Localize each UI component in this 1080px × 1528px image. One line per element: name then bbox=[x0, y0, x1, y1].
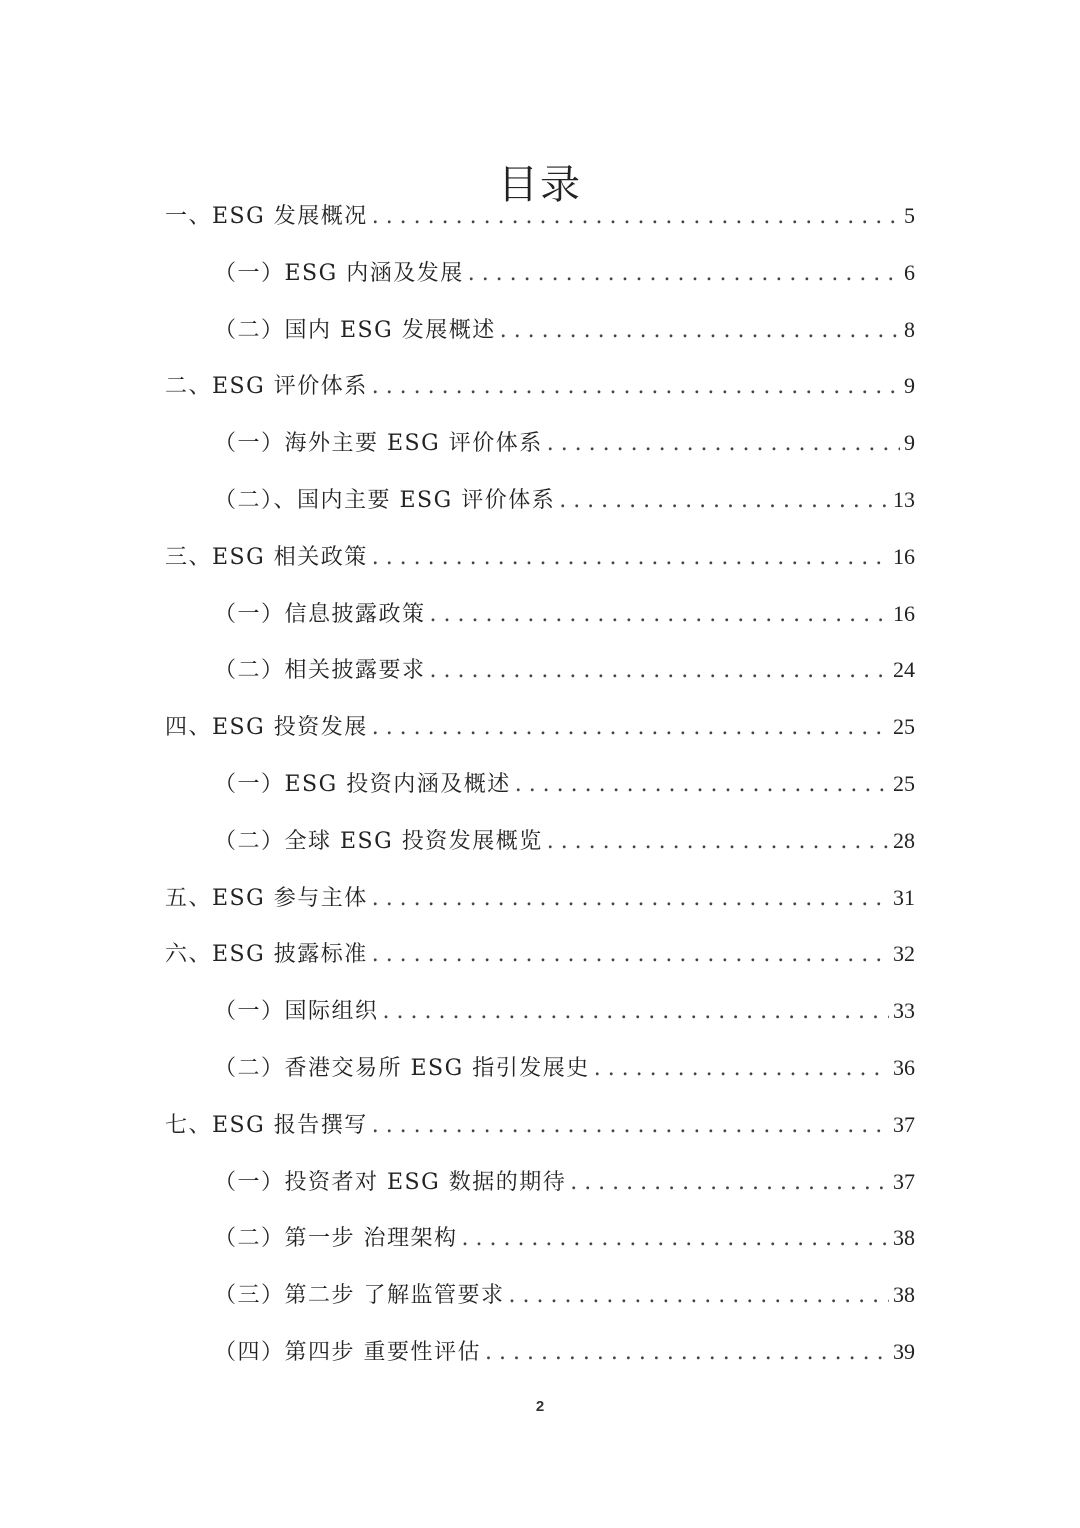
toc-dot-leader bbox=[509, 1268, 890, 1325]
toc-section-entry[interactable] bbox=[0, 529, 1080, 586]
toc-entry-page: 38 bbox=[893, 1282, 915, 1308]
toc-entry-label: 二、ESG 评价体系 bbox=[165, 374, 368, 400]
toc-subsection-entry[interactable] bbox=[0, 302, 1080, 359]
toc-subsection-entry[interactable] bbox=[0, 642, 1080, 699]
toc-dot-leader bbox=[372, 871, 889, 928]
toc-subsection-entry[interactable] bbox=[0, 1040, 1080, 1097]
toc-entry-label: （一）国际组织 bbox=[214, 999, 379, 1025]
toc-subsection-entry[interactable] bbox=[0, 472, 1080, 529]
toc-entry-label: 一、ESG 发展概况 bbox=[165, 204, 368, 229]
toc-entry-page: 16 bbox=[893, 543, 915, 569]
toc-entry-page: 31 bbox=[893, 884, 915, 910]
toc-entry-page: 8 bbox=[904, 316, 915, 342]
toc-dot-leader bbox=[500, 303, 900, 360]
toc-dot-leader bbox=[485, 1325, 889, 1382]
toc-entry-label: 七、ESG 报告撰写 bbox=[165, 1112, 368, 1138]
toc-entry-page: 36 bbox=[893, 1054, 915, 1080]
toc-dot-leader bbox=[430, 643, 889, 700]
toc-subsection-entry[interactable] bbox=[0, 245, 1080, 302]
toc-entry-page: 13 bbox=[893, 486, 915, 512]
toc-entry-page: 38 bbox=[893, 1225, 915, 1251]
toc-entry-label: 三、ESG 相关政策 bbox=[165, 544, 368, 570]
toc-entry-label: （二）香港交易所 ESG 指引发展史 bbox=[214, 1055, 590, 1081]
toc-section-entry[interactable] bbox=[0, 188, 1080, 245]
toc-section-entry[interactable] bbox=[0, 1097, 1080, 1154]
toc-entry-page: 9 bbox=[904, 430, 915, 456]
toc-entry-label: （一）海外主要 ESG 评价体系 bbox=[214, 431, 543, 457]
toc-dot-leader bbox=[468, 246, 900, 303]
toc-entry-label: （二）第一步 治理架构 bbox=[214, 1226, 458, 1252]
toc-entry-label: （一）ESG 内涵及发展 bbox=[214, 260, 464, 286]
toc-entry-label: （二）全球 ESG 投资发展概览 bbox=[214, 828, 543, 854]
toc-subsection-entry[interactable] bbox=[0, 415, 1080, 472]
toc-dot-leader bbox=[372, 700, 889, 757]
toc-dot-leader bbox=[383, 984, 889, 1041]
toc-entry-label: （二）国内 ESG 发展概述 bbox=[214, 317, 496, 343]
toc-dot-leader bbox=[559, 473, 889, 530]
toc-dot-leader bbox=[372, 189, 900, 246]
toc-entry-label: （二）相关披露要求 bbox=[214, 658, 426, 684]
toc-entry-page: 6 bbox=[904, 259, 915, 285]
toc-dot-leader bbox=[462, 1211, 890, 1268]
toc-entry-page: 16 bbox=[893, 600, 915, 626]
toc-entry-page: 33 bbox=[893, 998, 915, 1024]
toc-entry-page: 9 bbox=[904, 373, 915, 399]
toc-subsection-entry[interactable] bbox=[0, 1210, 1080, 1267]
toc-subsection-entry[interactable] bbox=[0, 1324, 1080, 1381]
toc-section-entry[interactable] bbox=[0, 358, 1080, 415]
toc-entry-page: 39 bbox=[893, 1338, 915, 1364]
toc-entry-label: 六、ESG 披露标准 bbox=[165, 942, 368, 968]
page-title: 目录 bbox=[498, 161, 582, 208]
toc-subsection-entry[interactable] bbox=[0, 983, 1080, 1040]
toc-dot-leader bbox=[372, 530, 889, 587]
toc-entry-label: 五、ESG 参与主体 bbox=[165, 885, 368, 911]
toc-section-entry[interactable] bbox=[0, 870, 1080, 927]
toc-entry-page: 25 bbox=[893, 770, 915, 796]
toc-entry-label: （一）ESG 投资内涵及概述 bbox=[214, 771, 511, 797]
toc-entry-label: （三）第二步 了解监管要求 bbox=[214, 1283, 505, 1309]
table-of-contents bbox=[0, 188, 1080, 1381]
toc-dot-leader bbox=[372, 1098, 889, 1155]
toc-entry-page: 28 bbox=[893, 827, 915, 853]
toc-subsection-entry[interactable] bbox=[0, 756, 1080, 813]
toc-entry-page: 5 bbox=[904, 203, 915, 228]
toc-entry-label: （二）、国内主要 ESG 评价体系 bbox=[214, 487, 556, 513]
toc-dot-leader bbox=[547, 814, 889, 871]
toc-subsection-entry[interactable] bbox=[0, 1267, 1080, 1324]
toc-dot-leader bbox=[430, 587, 889, 644]
page-number: 2 bbox=[535, 1398, 545, 1415]
toc-entry-label: （四）第四步 重要性评估 bbox=[214, 1339, 481, 1365]
toc-entry-page: 25 bbox=[893, 714, 915, 740]
toc-entry-page: 37 bbox=[893, 1111, 915, 1137]
toc-dot-leader bbox=[594, 1041, 889, 1098]
toc-entry-page: 32 bbox=[893, 941, 915, 967]
toc-dot-leader bbox=[570, 1155, 889, 1212]
toc-section-entry[interactable] bbox=[0, 926, 1080, 983]
toc-subsection-entry[interactable] bbox=[0, 1154, 1080, 1211]
toc-entry-label: （一）信息披露政策 bbox=[214, 601, 426, 627]
toc-subsection-entry[interactable] bbox=[0, 586, 1080, 643]
toc-entry-page: 37 bbox=[893, 1168, 915, 1194]
toc-dot-leader bbox=[372, 927, 889, 984]
toc-entry-label: 四、ESG 投资发展 bbox=[165, 715, 368, 741]
toc-dot-leader bbox=[547, 416, 900, 473]
toc-dot-leader bbox=[515, 757, 889, 814]
toc-entry-label: （一）投资者对 ESG 数据的期待 bbox=[214, 1169, 567, 1195]
toc-entry-page: 24 bbox=[893, 657, 915, 683]
toc-subsection-entry[interactable] bbox=[0, 813, 1080, 870]
toc-section-entry[interactable] bbox=[0, 699, 1080, 756]
toc-dot-leader bbox=[372, 359, 900, 416]
